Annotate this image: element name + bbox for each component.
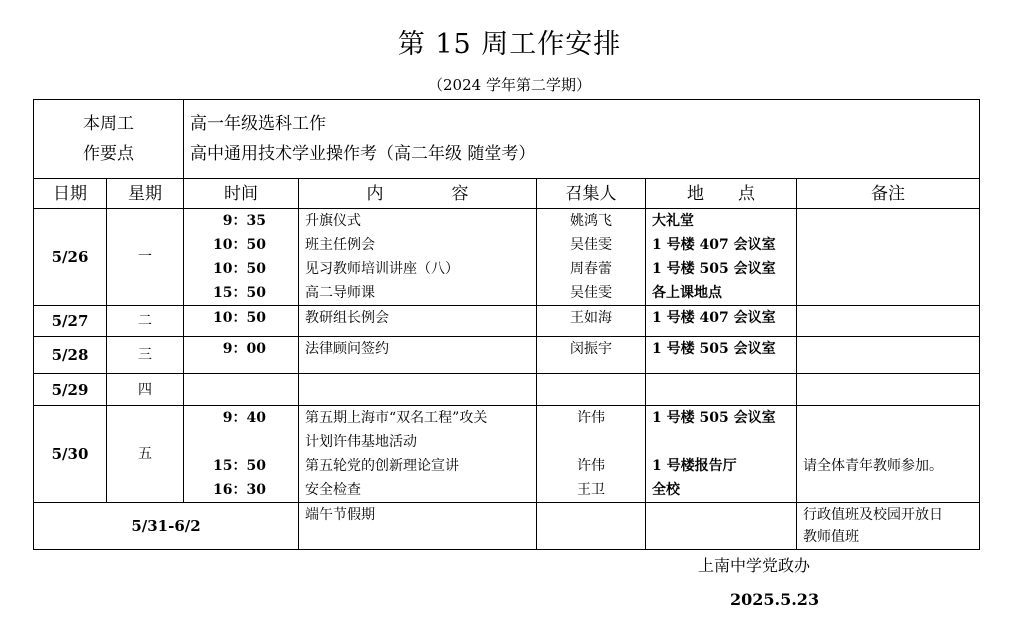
page-title: 第 15 周工作安排 — [397, 29, 622, 60]
weekly-focus-item: 高一年级选科工作 — [190, 114, 326, 134]
convener-cell — [537, 430, 645, 454]
holiday-note — [797, 503, 980, 550]
row-locations — [646, 406, 797, 503]
weekly-focus-row — [34, 100, 980, 179]
weekly-focus-label-line1: 本周工 — [83, 114, 134, 134]
content-cell: 第五轮党的创新理论宣讲 — [305, 458, 459, 474]
header-time: 时间 — [184, 179, 299, 209]
location-cell: 1 号楼 505 会议室 — [652, 341, 776, 357]
convener-cell: 王如海 — [570, 310, 612, 326]
row-contents — [299, 406, 537, 503]
row-note — [797, 406, 980, 503]
time-cell: 9：40 — [222, 410, 266, 426]
convener-cell: 姚鸿飞 — [570, 213, 612, 229]
location-cell: 1 号楼 505 会议室 — [652, 410, 776, 426]
row-note — [797, 209, 980, 306]
holiday-convener — [537, 503, 646, 550]
schedule-table — [33, 99, 980, 550]
note-cell: 请全体青年教师参加。 — [803, 458, 943, 474]
row-contents — [299, 306, 537, 337]
table-row — [34, 406, 980, 503]
row-locations — [646, 209, 797, 306]
holiday-note-line1: 行政值班及校园开放日 — [803, 507, 943, 523]
row-times — [184, 406, 299, 503]
table-header-row — [34, 179, 980, 209]
row-conveners — [537, 209, 646, 306]
content-cell: 见习教师培训讲座（八） — [305, 261, 459, 277]
holiday-note-line2: 教师值班 — [803, 529, 859, 545]
convener-cell: 许伟 — [577, 458, 605, 474]
location-cell: 1 号楼报告厅 — [652, 458, 737, 474]
header-date: 日期 — [34, 179, 107, 209]
row-date: 5/27 — [34, 306, 107, 337]
location-cell: 1 号楼 505 会议室 — [652, 261, 776, 277]
location-cell: 全校 — [652, 482, 680, 498]
location-cell — [652, 430, 796, 454]
semester-subtitle: （2024 学年第二学期） — [428, 76, 591, 94]
time-cell: 16：30 — [213, 482, 266, 498]
time-cell: 15：50 — [213, 458, 266, 474]
content-cell: 班主任例会 — [305, 237, 375, 253]
header-weekday: 星期 — [107, 179, 184, 209]
row-conveners — [537, 374, 646, 406]
location-cell: 各上课地点 — [652, 285, 722, 301]
row-times — [184, 374, 299, 406]
row-note — [797, 374, 980, 406]
row-conveners — [537, 337, 646, 374]
weekly-focus-item: 高中通用技术学业操作考（高二年级 随堂考） — [190, 144, 536, 164]
convener-cell: 吴佳雯 — [570, 237, 612, 253]
location-cell: 大礼堂 — [652, 213, 694, 229]
header-content: 内 容 — [299, 179, 537, 209]
time-cell: 10：50 — [213, 310, 266, 326]
content-cell: 法律顾问签约 — [305, 341, 389, 357]
row-locations — [646, 306, 797, 337]
content-cell: 高二导师课 — [305, 285, 375, 301]
row-date: 5/28 — [34, 337, 107, 374]
weekly-focus-label-line2: 作要点 — [83, 144, 134, 164]
row-conveners — [537, 306, 646, 337]
content-cell: 计划许伟基地活动 — [305, 434, 417, 450]
table-row — [34, 306, 980, 337]
holiday-date-range: 5/31-6/2 — [34, 503, 299, 550]
content-cell: 安全检查 — [305, 482, 361, 498]
row-note — [797, 306, 980, 337]
row-date: 5/30 — [34, 406, 107, 503]
convener-cell: 周春蕾 — [570, 261, 612, 277]
row-weekday: 三 — [107, 337, 184, 374]
weekly-focus-items — [184, 100, 980, 179]
time-cell: 15：50 — [213, 285, 266, 301]
table-row — [34, 374, 980, 406]
table-row — [34, 209, 980, 306]
time-cell: 10：50 — [213, 261, 266, 277]
time-cell: 10：50 — [213, 237, 266, 253]
header-convener: 召集人 — [537, 179, 646, 209]
time-cell: 9：00 — [222, 341, 266, 357]
row-contents — [299, 337, 537, 374]
row-note — [797, 337, 980, 374]
location-cell: 1 号楼 407 会议室 — [652, 237, 776, 253]
row-times — [184, 209, 299, 306]
convener-cell: 许伟 — [577, 410, 605, 426]
row-weekday: 五 — [107, 406, 184, 503]
time-cell: 9：35 — [222, 213, 266, 229]
header-note: 备注 — [797, 179, 980, 209]
location-cell: 1 号楼 407 会议室 — [652, 310, 776, 326]
row-weekday: 一 — [107, 209, 184, 306]
row-weekday: 二 — [107, 306, 184, 337]
convener-cell: 吴佳雯 — [570, 285, 612, 301]
row-locations — [646, 374, 797, 406]
row-contents — [299, 209, 537, 306]
content-cell: 教研组长例会 — [305, 310, 389, 326]
row-times — [184, 337, 299, 374]
time-cell — [184, 430, 298, 454]
row-times — [184, 306, 299, 337]
row-date: 5/26 — [34, 209, 107, 306]
row-date: 5/29 — [34, 374, 107, 406]
row-contents — [299, 374, 537, 406]
header-location: 地 点 — [646, 179, 797, 209]
row-weekday: 四 — [107, 374, 184, 406]
issuer-signature: 上南中学党政办 — [698, 556, 811, 575]
row-locations — [646, 337, 797, 374]
weekly-focus-label — [34, 100, 184, 179]
convener-cell: 闵振宇 — [570, 341, 612, 357]
holiday-row — [34, 503, 980, 550]
content-cell: 第五期上海市“双名工程”攻关 — [305, 410, 488, 426]
row-conveners — [537, 406, 646, 503]
content-cell: 升旗仪式 — [305, 213, 361, 229]
holiday-content: 端午节假期 — [299, 503, 537, 550]
issue-date: 2025.5.23 — [730, 590, 820, 609]
table-row — [34, 337, 980, 374]
convener-cell: 王卫 — [577, 482, 605, 498]
holiday-location — [646, 503, 797, 550]
